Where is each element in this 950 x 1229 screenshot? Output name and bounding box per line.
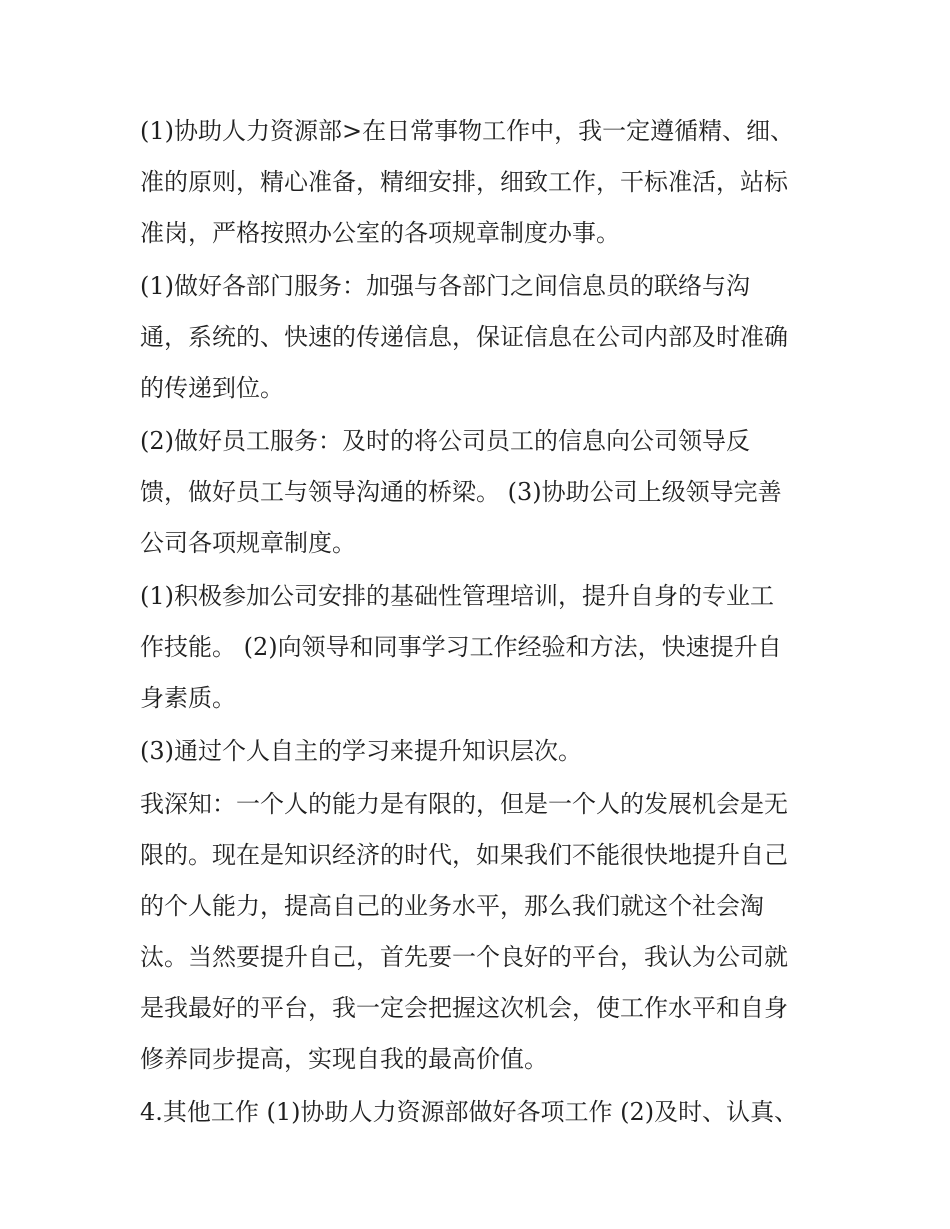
document-body [140, 106, 820, 1140]
text-line: 修养同步提高，实现自我的最高价值。 [140, 1045, 548, 1073]
paragraph-training [140, 571, 820, 724]
text-line: 准岗，严格按照办公室的各项规章制度办事。 [140, 219, 620, 247]
text-line: (1)做好各部门服务：加强与各部门之间信息员的联络与沟 [140, 272, 750, 300]
paragraph-hr-assist [140, 106, 820, 259]
text-line: 限的。现在是知识经济的时代，如果我们不能很快地提升自己 [140, 841, 788, 869]
text-line: 馈，做好员工与领导沟通的桥梁。 (3)协助公司上级领导完善 [140, 478, 782, 506]
text-line: 是我最好的平台，我一定会把握这次机会，使工作水平和自身 [140, 994, 788, 1022]
paragraph-reflection [140, 779, 820, 1085]
text-line: (1)积极参加公司安排的基础性管理培训，提升自身的专业工 [140, 582, 774, 610]
text-line: 作技能。 (2)向领导和同事学习工作经验和方法，快速提升自 [140, 633, 782, 661]
text-line: 的个人能力，提高自己的业务水平，那么我们就这个社会淘 [140, 892, 764, 920]
text-line: 准的原则，精心准备，精细安排，细致工作，干标准活，站标 [140, 168, 788, 196]
paragraph-other-work [140, 1087, 820, 1138]
text-line: (2)做好员工服务：及时的将公司员工的信息向公司领导反 [140, 427, 750, 455]
text-line: 通，系统的、快速的传递信息，保证信息在公司内部及时准确 [140, 323, 788, 351]
paragraph-self-study [140, 726, 820, 777]
text-line: 的传递到位。 [140, 374, 284, 402]
paragraph-department-service [140, 261, 820, 414]
text-line: 我深知：一个人的能力是有限的，但是一个人的发展机会是无 [140, 790, 788, 818]
text-line: 身素质。 [140, 684, 236, 712]
text-line: 汰。当然要提升自己，首先要一个良好的平台，我认为公司就 [140, 943, 788, 971]
text-line: (3)通过个人自主的学习来提升知识层次。 [140, 737, 582, 765]
text-line: 公司各项规章制度。 [140, 529, 356, 557]
paragraph-employee-service [140, 416, 820, 569]
text-line: 4.其他工作 (1)协助人力资源部做好各项工作 (2)及时、认真、 [140, 1098, 799, 1126]
text-line: (1)协助人力资源部>在日常事物工作中，我一定遵循精、细、 [140, 117, 795, 145]
